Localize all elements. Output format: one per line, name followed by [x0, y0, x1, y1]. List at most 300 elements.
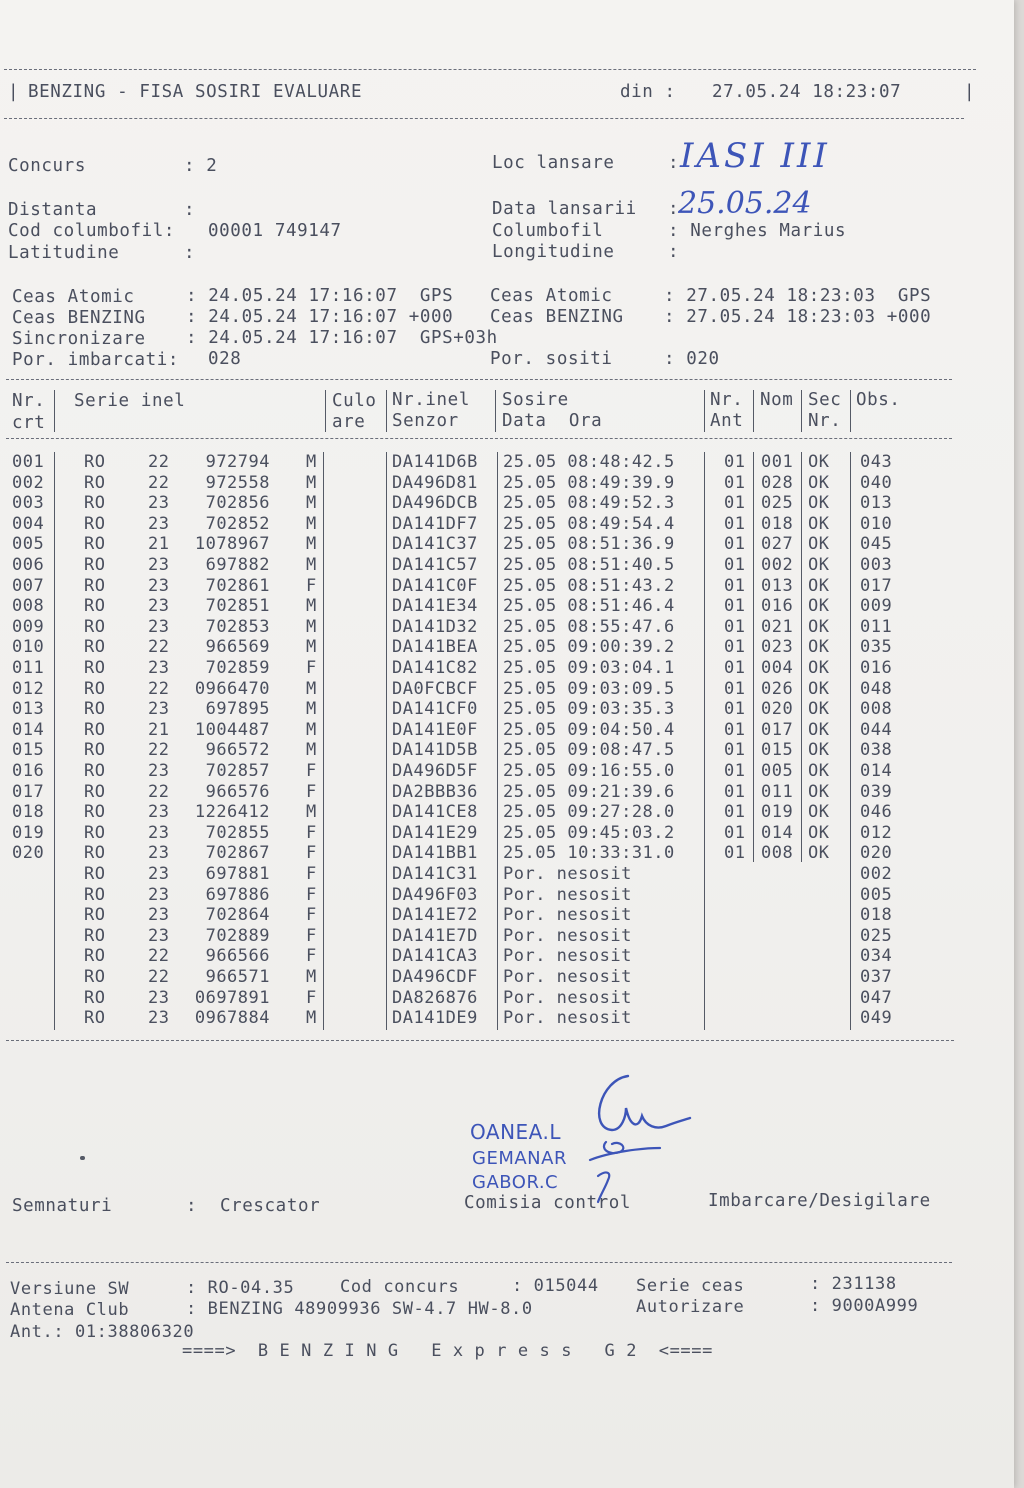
cell-sec: OK: [808, 699, 830, 720]
col-header-culoare-2: are: [332, 412, 366, 432]
cell-obs: 018: [860, 905, 893, 926]
header-separator: [704, 390, 705, 432]
header-top-rule: [4, 69, 976, 70]
ceas-atomic-end-label: Ceas Atomic: [490, 286, 613, 306]
cell-senzor: DA141C57: [392, 555, 478, 575]
cell-obs: 039: [860, 781, 893, 802]
cell-nom: 017: [761, 719, 794, 740]
col-header-crt: crt: [12, 413, 46, 433]
cod-concurs-label: Cod concurs: [340, 1277, 460, 1297]
cell-sosire: 25.05 08:51:36.9: [503, 534, 675, 555]
cell-obs: 043: [860, 452, 893, 472]
cell-sec: OK: [808, 637, 830, 658]
cell-nr: 013: [12, 699, 45, 720]
table-row: [0, 802, 1000, 823]
cell-tara: RO: [84, 740, 106, 761]
cell-nom: 004: [761, 658, 794, 678]
cell-obs: 003: [860, 555, 893, 575]
cell-nr: 016: [12, 761, 45, 781]
porumbei-imbarcati-label: Por. imbarcati:: [12, 350, 180, 370]
cell-ant: 01: [724, 555, 746, 575]
cell-sec: OK: [808, 781, 830, 802]
cell-an: 23: [148, 761, 170, 781]
cell-sosire: 25.05 08:49:54.4: [503, 513, 675, 534]
data-lansarii-handwritten: 25.05.24: [678, 186, 812, 221]
cell-sec: OK: [808, 658, 830, 678]
ceas-benzing-start-value: : 24.05.24 17:16:07 +000: [186, 307, 454, 327]
col-header-serie-inel: Serie inel: [74, 391, 186, 411]
cell-sosire: Por. nesosit: [503, 905, 632, 926]
cell-sec: OK: [808, 452, 830, 472]
cell-ant: 01: [724, 452, 746, 472]
cell-senzor: DA141E29: [392, 822, 478, 843]
cell-sex: F: [306, 884, 317, 905]
cell-inel: 0966470: [194, 678, 270, 699]
ceas-atomic-start-label: Ceas Atomic: [12, 287, 135, 307]
cell-an: 22: [148, 678, 170, 699]
cell-sosire: 25.05 08:49:52.3: [503, 493, 675, 514]
cell-sex: M: [306, 493, 317, 514]
cell-nom: 014: [761, 822, 794, 843]
cell-sosire: Por. nesosit: [503, 864, 632, 884]
cell-senzor: DA141DF7: [392, 513, 478, 534]
table-row: [0, 720, 1000, 741]
col-header-ant: Ant: [710, 411, 744, 431]
cell-sosire: Por. nesosit: [503, 967, 632, 987]
comisia-control-label: Comisia control: [464, 1193, 632, 1213]
cell-an: 23: [148, 884, 170, 905]
cell-sex: F: [306, 864, 317, 884]
cell-sex: F: [306, 987, 317, 1008]
handwritten-name-1: OANEA.L: [470, 1120, 561, 1144]
cell-senzor: DA141BEA: [392, 637, 478, 658]
cell-nom: 018: [761, 513, 794, 534]
cell-senzor: DA141C37: [392, 534, 478, 555]
cell-obs: 049: [860, 1008, 893, 1029]
cell-sec: OK: [808, 616, 830, 637]
col-header-senzor: Senzor: [392, 411, 459, 431]
cell-inel: 966572: [205, 740, 270, 761]
cell-sex: M: [306, 740, 317, 761]
cell-nom: 023: [761, 637, 794, 658]
cell-obs: 020: [860, 843, 893, 864]
cell-nr: 014: [12, 719, 45, 740]
cell-tara: RO: [84, 761, 106, 781]
table-row: [0, 926, 1000, 947]
header-separator: [753, 390, 754, 432]
cell-nom: 019: [761, 802, 794, 823]
loc-lansare-handwritten: IASI III: [680, 136, 830, 176]
cell-sosire: 25.05 10:33:31.0: [503, 843, 675, 864]
header-separator: [386, 390, 387, 432]
handwritten-name-2: GEMANAR: [472, 1148, 567, 1169]
cod-columbofil-value: 00001 749147: [208, 221, 342, 241]
cell-an: 21: [148, 534, 170, 555]
cell-tara: RO: [84, 946, 106, 967]
table-header-rule: [6, 438, 952, 439]
report-title: BENZING - FISA SOSIRI EVALUARE: [28, 82, 363, 102]
sincronizare-label: Sincronizare: [12, 329, 146, 349]
cell-inel: 702857: [205, 761, 270, 781]
header-separator: [850, 390, 851, 432]
cell-senzor: DA141C0F: [392, 575, 478, 596]
cell-obs: 012: [860, 822, 893, 843]
cell-senzor: DA496D81: [392, 472, 478, 493]
cell-sec: OK: [808, 843, 830, 864]
cell-nom: 016: [761, 596, 794, 617]
cell-an: 23: [148, 596, 170, 617]
cell-obs: 037: [860, 967, 893, 987]
table-row: [0, 576, 1000, 597]
serie-ceas-value: : 231138: [810, 1274, 897, 1294]
cell-sosire: Por. nesosit: [503, 946, 632, 967]
cell-tara: RO: [84, 575, 106, 596]
cell-nom: 026: [761, 678, 794, 699]
cell-inel: 702852: [205, 513, 270, 534]
cell-obs: 016: [860, 658, 893, 678]
cell-sec: OK: [808, 802, 830, 823]
table-row: [0, 946, 1000, 967]
cell-sosire: 25.05 08:55:47.6: [503, 616, 675, 637]
cell-ant: 01: [724, 781, 746, 802]
col-header-obs: Obs.: [856, 390, 901, 410]
cell-obs: 044: [860, 719, 893, 740]
cell-tara: RO: [84, 843, 106, 864]
porumbei-sositi-label: Por. sositi: [490, 349, 613, 369]
cell-sosire: Por. nesosit: [503, 884, 632, 905]
versiune-sw-value: : RO-04.35: [186, 1278, 295, 1298]
cell-nr: 017: [12, 781, 45, 802]
cell-senzor: DA496DCB: [392, 493, 478, 514]
cell-sex: M: [306, 1008, 317, 1029]
cell-an: 21: [148, 719, 170, 740]
cell-an: 23: [148, 864, 170, 884]
header-left-bar: |: [8, 82, 20, 102]
cell-senzor: DA141C82: [392, 658, 478, 678]
ceas-benzing-start-label: Ceas BENZING: [12, 308, 146, 328]
cell-senzor: DA141D6B: [392, 452, 478, 472]
distanta-value: :: [184, 200, 196, 220]
cell-sex: F: [306, 761, 317, 781]
table-row: [0, 473, 1000, 494]
cell-sex: M: [306, 513, 317, 534]
columbofil-label: Columbofil: [492, 221, 604, 241]
cell-an: 22: [148, 946, 170, 967]
col-header-sec-nr: Nr.: [808, 411, 842, 431]
cell-an: 23: [148, 987, 170, 1008]
cell-tara: RO: [84, 616, 106, 637]
concurs-value: : 2: [184, 156, 218, 176]
cell-tara: RO: [84, 534, 106, 555]
cell-sosire: 25.05 08:51:40.5: [503, 555, 675, 575]
serie-ceas-label: Serie ceas: [636, 1276, 745, 1296]
cell-sec: OK: [808, 555, 830, 575]
col-header-culoare-1: Culo: [332, 391, 377, 411]
cell-senzor: DA141D5B: [392, 740, 478, 761]
cell-inel: 697895: [205, 699, 270, 720]
cell-sec: OK: [808, 719, 830, 740]
cell-tara: RO: [84, 658, 106, 678]
table-row: [0, 699, 1000, 720]
cell-an: 23: [148, 555, 170, 575]
cell-sex: M: [306, 802, 317, 823]
cell-tara: RO: [84, 596, 106, 617]
ceas-atomic-start-value: : 24.05.24 17:16:07 GPS: [186, 286, 454, 306]
cell-ant: 01: [724, 843, 746, 864]
cell-inel: 966569: [205, 637, 270, 658]
col-header-nr-inel: Nr.inel: [392, 390, 470, 410]
cell-nom: 021: [761, 616, 794, 637]
antena-club-value: : BENZING 48909936 SW-4.7 HW-8.0: [186, 1299, 533, 1319]
cell-sec: OK: [808, 472, 830, 493]
cell-an: 22: [148, 781, 170, 802]
table-row: [0, 555, 1000, 576]
cell-sex: F: [306, 925, 317, 946]
cell-tara: RO: [84, 1008, 106, 1029]
cell-sex: M: [306, 637, 317, 658]
cell-sosire: 25.05 09:08:47.5: [503, 740, 675, 761]
imbarcare-label: Imbarcare/Desigilare: [708, 1191, 931, 1211]
cell-ant: 01: [724, 472, 746, 493]
cell-senzor: DA141CE8: [392, 802, 478, 823]
cell-ant: 01: [724, 822, 746, 843]
cell-ant: 01: [724, 740, 746, 761]
cell-inel: 702851: [205, 596, 270, 617]
header-bottom-rule: [4, 118, 964, 119]
cell-sec: OK: [808, 822, 830, 843]
cell-nom: 020: [761, 699, 794, 720]
cell-nr: 005: [12, 534, 45, 555]
cell-sex: M: [306, 699, 317, 720]
cell-tara: RO: [84, 925, 106, 946]
cell-sec: OK: [808, 534, 830, 555]
cell-senzor: DA141C31: [392, 864, 478, 884]
cell-nom: 008: [761, 843, 794, 864]
cell-ant: 01: [724, 493, 746, 514]
cell-tara: RO: [84, 719, 106, 740]
cell-sex: M: [306, 678, 317, 699]
longitudine-label: Longitudine: [492, 242, 615, 262]
cell-nr: 019: [12, 822, 45, 843]
benzing-brand-line: ====> B E N Z I N G E x p r e s s G 2 <====: [182, 1341, 713, 1361]
cell-obs: 002: [860, 864, 893, 884]
table-row: [0, 1008, 1000, 1029]
cell-senzor: DA141DE9: [392, 1008, 478, 1029]
semnaturi-label: Semnaturi: [12, 1196, 113, 1216]
versiune-sw-label: Versiune SW: [10, 1279, 130, 1299]
cell-nr: 011: [12, 658, 45, 678]
cell-nr: 009: [12, 616, 45, 637]
cell-nr: 020: [12, 843, 45, 864]
cell-nr: 008: [12, 596, 45, 617]
cell-senzor: DA141D32: [392, 616, 478, 637]
cell-obs: 008: [860, 699, 893, 720]
cell-sex: F: [306, 658, 317, 678]
cell-sex: F: [306, 905, 317, 926]
cell-inel: 1226412: [194, 802, 270, 823]
cell-nr: 012: [12, 678, 45, 699]
cell-sex: M: [306, 719, 317, 740]
cell-obs: 047: [860, 987, 893, 1008]
table-row: [0, 823, 1000, 844]
cell-an: 22: [148, 967, 170, 987]
antena-line: Ant.: 01:38806320: [10, 1322, 195, 1342]
cell-sec: OK: [808, 575, 830, 596]
cell-sex: M: [306, 534, 317, 555]
cell-sosire: 25.05 09:03:09.5: [503, 678, 675, 699]
table-row: [0, 637, 1000, 658]
cod-columbofil-label: Cod columbofil:: [8, 221, 176, 241]
table-row: [0, 658, 1000, 679]
sincronizare-value: : 24.05.24 17:16:07 GPS+03h: [186, 328, 498, 348]
cell-obs: 038: [860, 740, 893, 761]
cell-an: 22: [148, 452, 170, 472]
cell-tara: RO: [84, 699, 106, 720]
cell-nom: 002: [761, 555, 794, 575]
cell-obs: 009: [860, 596, 893, 617]
cell-obs: 010: [860, 513, 893, 534]
cell-nr: 010: [12, 637, 45, 658]
cell-sex: M: [306, 555, 317, 575]
col-header-sec: Sec: [808, 390, 842, 410]
loc-lansare-label: Loc lansare: [492, 153, 615, 173]
report-date-value: 27.05.24 18:23:07: [712, 82, 902, 102]
cell-ant: 01: [724, 658, 746, 678]
cell-sosire: 25.05 09:27:28.0: [503, 802, 675, 823]
col-header-nr: Nr.: [12, 391, 46, 411]
cell-obs: 013: [860, 493, 893, 514]
cell-an: 22: [148, 472, 170, 493]
cell-nom: 015: [761, 740, 794, 761]
cell-nom: 005: [761, 761, 794, 781]
table-row: [0, 493, 1000, 514]
cell-inel: 972794: [205, 452, 270, 472]
cell-inel: 1078967: [194, 534, 270, 555]
cell-an: 23: [148, 905, 170, 926]
longitudine-value: :: [668, 242, 680, 262]
table-row: [0, 596, 1000, 617]
cell-ant: 01: [724, 699, 746, 720]
cell-sosire: 25.05 08:49:39.9: [503, 472, 675, 493]
antena-club-label: Antena Club: [10, 1300, 130, 1320]
autorizare-value: : 9000A999: [810, 1296, 919, 1316]
cell-nr: 003: [12, 493, 45, 514]
ceas-benzing-end-label: Ceas BENZING: [490, 307, 624, 327]
cell-tara: RO: [84, 905, 106, 926]
cell-inel: 702856: [205, 493, 270, 514]
cell-tara: RO: [84, 781, 106, 802]
col-header-data-ora: Data Ora: [502, 411, 603, 431]
cell-sosire: Por. nesosit: [503, 987, 632, 1008]
cell-sex: F: [306, 946, 317, 967]
cell-tara: RO: [84, 493, 106, 514]
cell-obs: 017: [860, 575, 893, 596]
table-row: [0, 761, 1000, 782]
cell-tara: RO: [84, 967, 106, 987]
cell-sec: OK: [808, 761, 830, 781]
cell-sex: M: [306, 452, 317, 472]
cell-an: 23: [148, 802, 170, 823]
cell-nom: 011: [761, 781, 794, 802]
cell-nom: 027: [761, 534, 794, 555]
cell-ant: 01: [724, 761, 746, 781]
cod-concurs-value: : 015044: [512, 1276, 599, 1296]
cell-sosire: 25.05 09:03:35.3: [503, 699, 675, 720]
cell-inel: 702889: [205, 925, 270, 946]
cell-nr: 018: [12, 802, 45, 823]
cell-inel: 1004487: [194, 719, 270, 740]
cell-obs: 048: [860, 678, 893, 699]
table-row: [0, 843, 1000, 864]
cell-tara: RO: [84, 822, 106, 843]
cell-senzor: DA141E72: [392, 905, 478, 926]
columbofil-value: : Nerghes Marius: [668, 221, 847, 241]
cell-tara: RO: [84, 678, 106, 699]
cell-sex: M: [306, 616, 317, 637]
table-row: [0, 452, 1000, 473]
ceas-atomic-end-value: : 27.05.24 18:23:03 GPS: [664, 286, 932, 306]
cell-sex: M: [306, 472, 317, 493]
cell-nr: 001: [12, 452, 45, 472]
cell-an: 23: [148, 1008, 170, 1029]
cell-obs: 045: [860, 534, 893, 555]
cell-sex: F: [306, 575, 317, 596]
cell-senzor: DA826876: [392, 987, 478, 1008]
table-top-rule: [6, 379, 952, 380]
cell-nr: 007: [12, 575, 45, 596]
cell-tara: RO: [84, 884, 106, 905]
report-date-label: din :: [620, 82, 676, 102]
cell-senzor: DA496F03: [392, 884, 478, 905]
cell-senzor: DA141CF0: [392, 699, 478, 720]
cell-senzor: DA2BBB36: [392, 781, 478, 802]
cell-tara: RO: [84, 637, 106, 658]
cell-nom: 025: [761, 493, 794, 514]
cell-ant: 01: [724, 802, 746, 823]
cell-senzor: DA496CDF: [392, 967, 478, 987]
signature-scribble: [560, 1068, 700, 1208]
cell-sex: F: [306, 822, 317, 843]
cell-inel: 702867: [205, 843, 270, 864]
cell-obs: 040: [860, 472, 893, 493]
cell-tara: RO: [84, 513, 106, 534]
table-row: [0, 534, 1000, 555]
cell-sex: M: [306, 596, 317, 617]
cell-nom: 013: [761, 575, 794, 596]
cell-obs: 025: [860, 925, 893, 946]
cell-tara: RO: [84, 864, 106, 884]
loc-lansare-colon: :: [668, 153, 680, 173]
col-header-nom: Nom: [760, 390, 794, 410]
cell-inel: 702859: [205, 658, 270, 678]
cell-ant: 01: [724, 575, 746, 596]
cell-ant: 01: [724, 616, 746, 637]
cell-an: 23: [148, 822, 170, 843]
cell-an: 23: [148, 843, 170, 864]
cell-ant: 01: [724, 678, 746, 699]
data-lansarii-colon: :: [668, 199, 680, 219]
cell-inel: 966566: [205, 946, 270, 967]
cell-sec: OK: [808, 513, 830, 534]
header-separator: [495, 390, 496, 432]
cell-sosire: Por. nesosit: [503, 925, 632, 946]
table-row: [0, 967, 1000, 988]
cell-inel: 702853: [205, 616, 270, 637]
cell-obs: 014: [860, 761, 893, 781]
cell-nom: 001: [761, 452, 794, 472]
cell-nom: 028: [761, 472, 794, 493]
cell-senzor: DA141BB1: [392, 843, 478, 864]
